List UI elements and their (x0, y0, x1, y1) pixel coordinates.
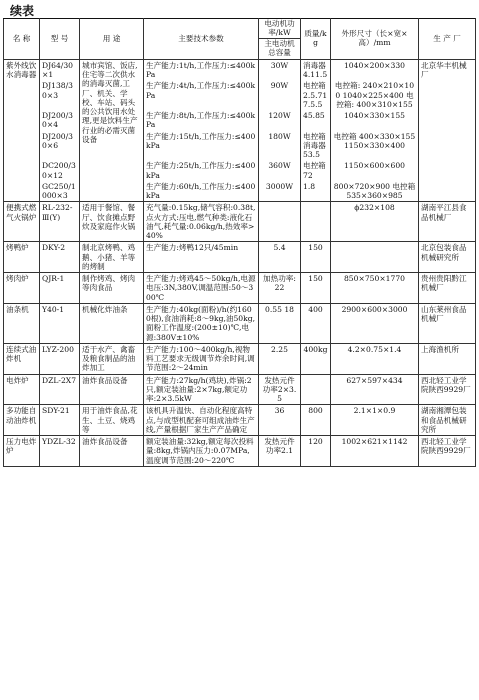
cell-name (4, 131, 40, 161)
cell-power: 0.55 18 (259, 303, 301, 343)
cell-params: 生产能力:27kg/h(鸡块),炸锅:2只,额定装油量:2×7kg,额定功率:2×3.5kW (144, 374, 259, 405)
cell-mass: 150 (301, 273, 331, 304)
header-maker: 生 产 厂 (419, 19, 476, 60)
cell-power: 30W (259, 59, 301, 80)
table-body (4, 59, 476, 466)
cell-power: 36 (259, 405, 301, 436)
cell-model: RL-232-Ⅲ(Y) (40, 202, 80, 242)
cell-use: 机械化炸油条 (80, 303, 144, 343)
cell-mass: 电控箱72 (301, 160, 331, 181)
cell-dims: 1040×200×330 (331, 59, 419, 80)
table-row (4, 436, 476, 467)
cell-maker: 湖南平江县食品机械厂 (419, 202, 476, 242)
cell-name: 电炸炉 (4, 374, 40, 405)
cell-power: 120W (259, 110, 301, 131)
header-dims: 外形尺寸（长×宽×高）/mm (331, 19, 419, 60)
table-row (4, 59, 476, 80)
cell-model: GC250/1000×3 (40, 181, 80, 202)
cell-use: 城市宾馆、饭店,住宅等二次供水的消毒灭菌,工厂、机关、学校、车站、码头的公共饮用水处理,更是饮料生产行业的必需灭菌设备 (80, 59, 144, 202)
cell-model: DKY-2 (40, 242, 80, 273)
cell-name: 压力电炸炉 (4, 436, 40, 467)
cell-name: 烤肉炉 (4, 273, 40, 304)
cell-mass: 电控箱消毒器53.5 (301, 131, 331, 161)
cell-mass: 400 (301, 303, 331, 343)
cell-params: 生产能力:40kg(面粉)/h(约1600根),食油消耗:8～9kg,油50kg,面粉工作温度:(200±10)℃,电源:380V±10% (144, 303, 259, 343)
cell-mass: 400kg (301, 343, 331, 374)
table-row (4, 343, 476, 374)
cell-power: 发热元件功率2×3.5 (259, 374, 301, 405)
table-row (4, 160, 476, 181)
table-row (4, 181, 476, 202)
cell-params: 生产能力:8t/h,工作压力:≤400kPa (144, 110, 259, 131)
cell-model: QJR-1 (40, 273, 80, 304)
cell-dims: 4.2×0.75×1.4 (331, 343, 419, 374)
cell-dims: 1150×600×600 (331, 160, 419, 181)
header-power-total: 主电动机总容量 (259, 39, 301, 59)
cell-use: 制北京烤鸭、鸡鹅、小猪、羊等的烤制 (80, 242, 144, 273)
cell-power: 5.4 (259, 242, 301, 273)
page-title: 续表 (10, 4, 35, 18)
cell-mass: 消毒器4.11.5 (301, 59, 331, 80)
header-model: 型 号 (40, 19, 80, 60)
cell-maker: 北京华丰机械厂 (419, 59, 476, 202)
cell-dims (331, 242, 419, 273)
table-row (4, 80, 476, 110)
cell-dims: 850×750×1770 (331, 273, 419, 304)
cell-name (4, 181, 40, 202)
cell-use: 适于水产、禽畜及粮食制品的油炸加工 (80, 343, 144, 374)
cell-model: SDY-21 (40, 405, 80, 436)
cell-mass: 800 (301, 405, 331, 436)
cell-params: 生产能力:烤鸭12只/45min (144, 242, 259, 273)
cell-model: DJ64/30×1 (40, 59, 80, 80)
cell-power: 180W (259, 131, 301, 161)
cell-power: 3000W (259, 181, 301, 202)
cell-mass: 45.85 (301, 110, 331, 131)
cell-power: 加热功率:22 (259, 273, 301, 304)
cell-use: 适用于餐馆、餐厅、饮食摊点野炊及家庭作火锅 (80, 202, 144, 242)
cell-dims: ϕ232×108 (331, 202, 419, 242)
cell-params: 生产能力:4t/h,工作压力:≤400kPa (144, 80, 259, 110)
table-row (4, 405, 476, 436)
cell-dims: 2.1×1×0.9 (331, 405, 419, 436)
cell-params: 生产能力:60t/h,工作压力:≤400kPa (144, 181, 259, 202)
cell-use: 油炸食品设备 (80, 436, 144, 467)
cell-dims: 电控箱 400×330×155 1150×330×400 (331, 131, 419, 161)
cell-name (4, 110, 40, 131)
cell-name (4, 160, 40, 181)
table-row (4, 110, 476, 131)
cell-use: 用于油炸食品,花生、土豆、烧鸡等 (80, 405, 144, 436)
cell-dims: 2900×600×3000 (331, 303, 419, 343)
cell-power: 发热元件功率2.1 (259, 436, 301, 467)
header-use: 用 途 (80, 19, 144, 60)
cell-mass: 1.8 (301, 181, 331, 202)
cell-params: 生产能力:15t/h,工作压力:≤400kPa (144, 131, 259, 161)
cell-maker: 湖南湘潭包装和食品机械研究所 (419, 405, 476, 436)
cell-maker: 西北轻工业学院陕西9929厂 (419, 436, 476, 467)
cell-power: 360W (259, 160, 301, 181)
cell-name: 连续式油炸机 (4, 343, 40, 374)
cell-dims: 1040×330×155 (331, 110, 419, 131)
cell-mass (301, 202, 331, 242)
cell-dims: 627×597×434 (331, 374, 419, 405)
cell-name: 多功能自动油炸机 (4, 405, 40, 436)
cell-model: LYZ-200 (40, 343, 80, 374)
table-row (4, 202, 476, 242)
cell-name: 油条机 (4, 303, 40, 343)
cell-model: DJ200/30×4 (40, 110, 80, 131)
cell-params: 该机具升温快、自动化程度高特点,与成型机配套可组成油炸生产线,产量根据厂家生产产品确定 (144, 405, 259, 436)
table-row (4, 273, 476, 304)
cell-maker: 西北轻工业学院陕西9929厂 (419, 374, 476, 405)
equipment-table (3, 18, 476, 467)
cell-dims: 800×720×900 电控箱 535×360×985 (331, 181, 419, 202)
cell-params: 生产能力:1t/h,工作压力:≤400kPa (144, 59, 259, 80)
cell-maker: 山东莱州食品机械厂 (419, 303, 476, 343)
cell-model: DJ200/30×6 (40, 131, 80, 161)
cell-power (259, 202, 301, 242)
cell-params: 生产能力:烤鸡45～50kg/h,电源电压:3N,380V,调温范围:50～300℃ (144, 273, 259, 304)
cell-dims: 电控箱: 240×210×100 1040×225×400 电控箱: 400×310×155 (331, 80, 419, 110)
cell-name (4, 80, 40, 110)
cell-maker: 贵州贵阳黔江机械厂 (419, 273, 476, 304)
cell-maker: 上海渔机所 (419, 343, 476, 374)
cell-mass: 120 (301, 436, 331, 467)
cell-dims: 1002×621×1142 (331, 436, 419, 467)
cell-model: DC200/30×12 (40, 160, 80, 181)
cell-power: 2.25 (259, 343, 301, 374)
cell-params: 生产能力:100～400kg/h,视物料工艺要求无级调节炸余时间,调节范围:2～24min (144, 343, 259, 374)
table-row (4, 303, 476, 343)
header-params: 主要技术参数 (144, 19, 259, 60)
cell-params: 充气量:0.15kg,储气容积:0.38t,点火方式:压电,燃气种类:液化石油气,耗气量:0.06kg/h,热效率>40% (144, 202, 259, 242)
cell-name: 紫外线饮水消毒器 (4, 59, 40, 80)
table-row (4, 131, 476, 161)
cell-name: 烤鸭炉 (4, 242, 40, 273)
cell-use: 制作烤鸡、烤肉等肉食品 (80, 273, 144, 304)
cell-power: 90W (259, 80, 301, 110)
cell-name: 便携式燃气火锅炉 (4, 202, 40, 242)
cell-use: 油炸食品设备 (80, 374, 144, 405)
table-row (4, 242, 476, 273)
cell-params: 生产能力:25t/h,工作压力:≤400kPa (144, 160, 259, 181)
header-mass: 质量/kg (301, 19, 331, 60)
cell-mass: 电控箱2.5.717.5.5 (301, 80, 331, 110)
cell-maker: 北京包装食品机械研究所 (419, 242, 476, 273)
table-header (4, 19, 476, 60)
header-name: 名 称 (4, 19, 40, 60)
header-power: 电动机功率/kW (259, 19, 301, 39)
cell-model: DZL-2X7 (40, 374, 80, 405)
cell-params: 额定装油量:32kg,额定每次投料量:8kg,炸锅内压力:0.07MPa,温度调节范围:20～220℃ (144, 436, 259, 467)
cell-mass (301, 374, 331, 405)
cell-mass: 150 (301, 242, 331, 273)
cell-model: YDZL-32 (40, 436, 80, 467)
table-row (4, 374, 476, 405)
cell-model: Y40-1 (40, 303, 80, 343)
cell-model: DJ138/30×3 (40, 80, 80, 110)
